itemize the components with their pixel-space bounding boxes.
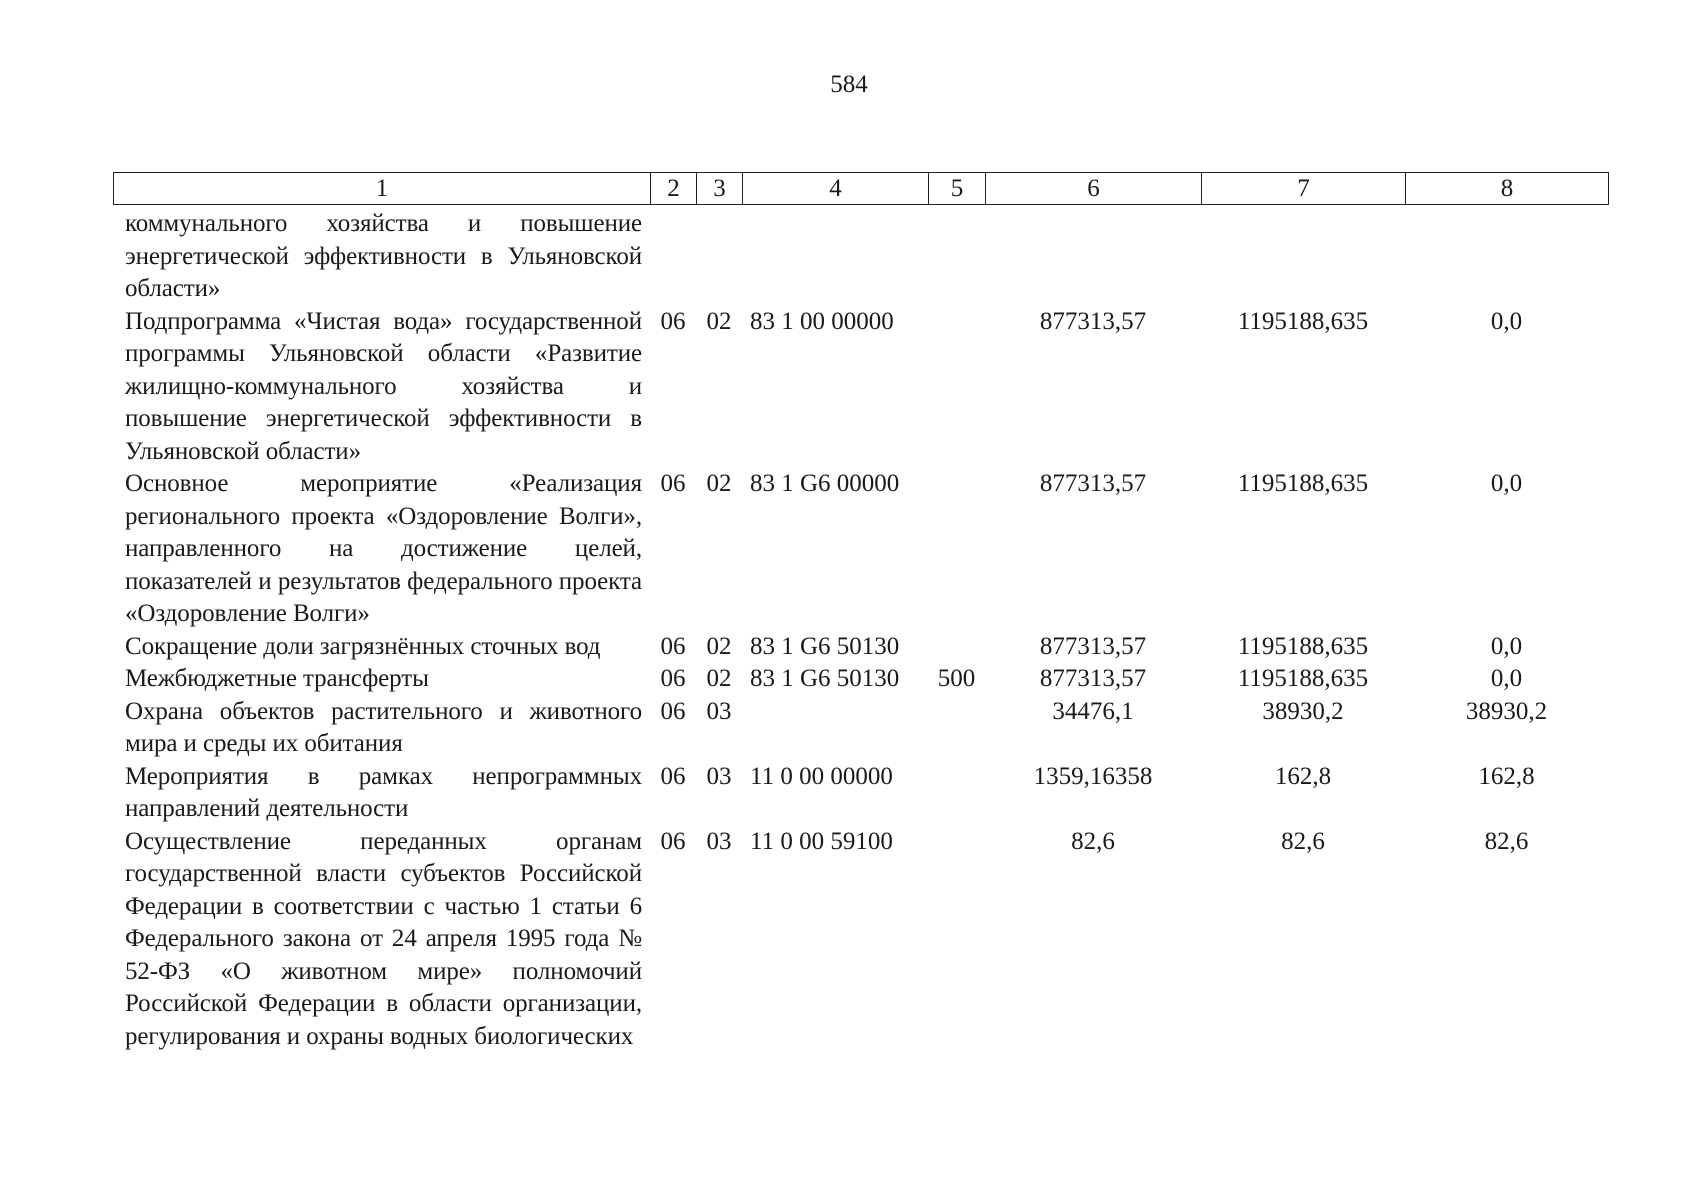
row-subsection: 02 [706,665,732,692]
row-description: Охрана объектов растительного и животного мира и среды их обитания [125,697,642,757]
row-section: 06 [660,762,686,790]
row-subsection: 03 [706,762,732,790]
row-target-code: 83 1 G6 00000 [750,470,900,497]
column-header-1: 1 [114,173,651,205]
table-row [113,306,1608,469]
table-row [113,663,1608,696]
row-value-8: 0,0 [1490,307,1523,335]
column-header-4: 4 [743,173,929,205]
row-section: 06 [660,632,686,660]
row-description: Мероприятия в рамках непрограммных направлений деятельности [125,762,642,822]
row-value-8 [1405,208,1608,306]
table-row [113,761,1608,826]
row-value-8: 162,8 [1478,762,1535,790]
row-subsection: 02 [706,632,732,660]
row-value-7 [1201,208,1405,306]
row-target-code: 83 1 00 00000 [750,307,894,335]
row-subsection: 02 [706,470,732,497]
row-value-6: 877313,57 [1039,307,1147,335]
row-description: Основное мероприятие «Реализация регионального проекта «Оздоровление Волги», направленного на достижение целей, показателей и результатов федерального проекта «Оздоровление Волги» [125,470,642,627]
row-target-code: 83 1 G6 50130 [750,632,900,660]
row-section: 06 [660,470,686,497]
row-value-7: 82,6 [1281,827,1325,855]
row-value-6: 877313,57 [1039,632,1147,660]
row-section: 06 [660,827,686,855]
row-target-code: 83 1 G6 50130 [750,665,900,692]
row-value-6: 82,6 [1071,827,1115,855]
row-subsection: 03 [706,827,732,855]
row-expense-type: 500 [937,665,976,692]
row-description: Межбюджетные трансферты [125,665,429,692]
row-target-code: 11 0 00 59100 [750,827,893,855]
row-value-7: 1195188,635 [1237,307,1369,335]
row-description: Осуществление переданных органам государственной власти субъектов Российской Федерации в соответствии с частью 1 статьи 6 Федерального закона от 24 апреля 1995 года № 52-ФЗ «О животном мире» полномочий Российской Федерации в области организации, регулирования и охраны водных биологических [125,827,642,1050]
row-expense-type [928,761,985,826]
row-value-7: 38930,2 [1262,697,1344,725]
column-header-5: 5 [929,173,986,205]
row-value-7: 1195188,635 [1237,470,1369,497]
table-row [113,696,1608,761]
row-description: Сокращение доли загрязнённых сточных вод [125,632,601,660]
table-row [113,468,1608,631]
row-section: 06 [660,665,686,692]
row-target-code [742,208,928,306]
header-row [114,173,1609,205]
column-header-7: 7 [1202,173,1406,205]
row-value-6: 34476,1 [1052,697,1134,725]
row-value-7: 1195188,635 [1237,632,1369,660]
row-target-code [742,696,928,761]
row-value-6: 877313,57 [1039,665,1147,692]
row-value-7: 162,8 [1274,762,1332,790]
row-expense-type [928,468,985,631]
column-header-6: 6 [986,173,1202,205]
row-value-8: 0,0 [1490,470,1523,497]
row-value-7: 1195188,635 [1237,665,1369,692]
row-subsection: 03 [706,697,732,725]
row-description: коммунального хозяйства и повышение энергетической эффективности в Ульяновской области» [125,210,642,302]
row-section [650,208,696,306]
column-header-3: 3 [697,173,743,205]
row-value-8: 0,0 [1490,665,1523,692]
row-value-8: 38930,2 [1465,697,1548,725]
table-row [113,208,1608,306]
row-expense-type [928,306,985,469]
row-value-6 [985,208,1201,306]
row-expense-type [928,826,985,1054]
row-section: 06 [660,697,686,725]
budget-table [113,208,1608,1053]
column-header-8: 8 [1406,173,1609,205]
row-expense-type [928,208,985,306]
row-value-6: 1359,16358 [1033,762,1153,790]
row-value-8: 82,6 [1484,827,1529,855]
table-row [113,631,1608,664]
table-header [113,172,1609,205]
row-expense-type [928,631,985,664]
row-value-8: 0,0 [1490,632,1523,660]
row-expense-type [928,696,985,761]
row-subsection [696,208,742,306]
row-subsection: 02 [706,307,732,335]
page-number: 584 [830,71,868,98]
row-description: Подпрограмма «Чистая вода» государственной программы Ульяновской области «Развитие жилищно-коммунального хозяйства и повышение энергетической эффективности в Ульяновской области» [125,307,642,465]
row-target-code: 11 0 00 00000 [750,762,893,790]
row-section: 06 [660,307,686,335]
table-row [113,826,1608,1054]
row-value-6: 877313,57 [1039,470,1147,497]
column-header-2: 2 [651,173,697,205]
